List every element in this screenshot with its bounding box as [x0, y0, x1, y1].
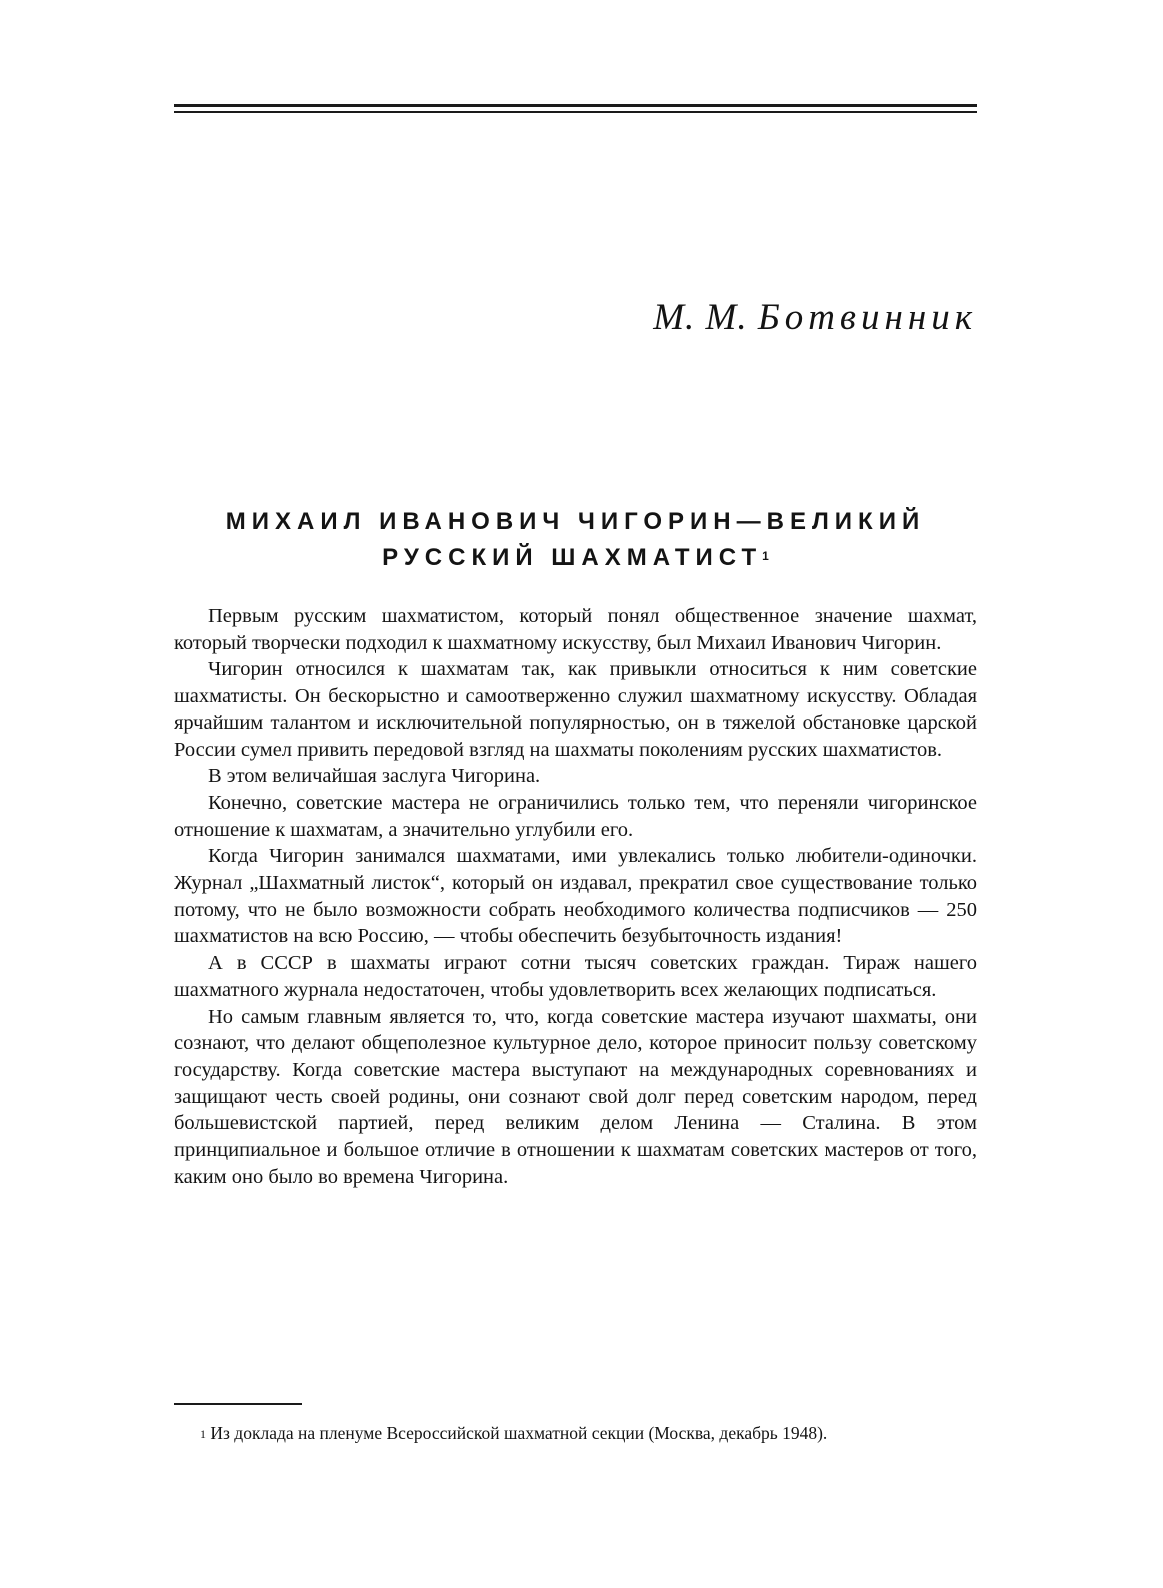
author-initials: М. М.: [653, 297, 748, 338]
paragraph: В этом величайшая заслуга Чигорина.: [208, 765, 541, 788]
footnote: [174, 1421, 977, 1445]
header-rule-thin: [174, 111, 977, 113]
title-footnote-mark: 1: [762, 549, 769, 563]
header-rule-thick: [174, 104, 977, 107]
paragraph: Но самым главным является то, что, когда советские мастера изучают шахматы, они сознают, что делают общеполезное культурное дело, которое приносит пользу советскому государству. Когда советские мастера выступают на международных соревнованиях и защищают честь своей родины, они сознают свой долг перед советским народом, перед большевистской партией, перед великим делом Ленина — Сталина. В этом принципиальное и большое отличие в отношении к шахматам советских мастеров от того, каким оно было во времена Чигорина.: [174, 1005, 977, 1188]
author-surname: Ботвинник: [757, 297, 977, 338]
article-body: [174, 603, 977, 1190]
paragraph: Чигорин относился к шахматам так, как привыкли относиться к ним советские шахматисты. Он бескорыстно и самоотверженно служил шахматному искусству. Обладая ярчайшим талантом и исключительной популярностью, он в тяжелой обстановке царской России сумел привить передовой взгляд на шахматы поколениям русских шахматистов.: [174, 658, 977, 761]
paragraph: А в СССР в шахматы играют сотни тысяч советских граждан. Тираж нашего шахматного журнала недостаточен, чтобы удовлетворить всех желающих подписаться.: [174, 952, 977, 1001]
paragraph: Конечно, советские мастера не ограничились только тем, что переняли чигоринское отношение к шахматам, а значительно углубили его.: [174, 791, 977, 841]
footnote-separator: [174, 1403, 302, 1405]
paragraph: Когда Чигорин занимался шахматами, ими увлекались только любители-одиночки. Журнал „Шахматный листок“, который он издавал, прекратил свое существование только потому, что не было возможности собрать необходимого количества подписчиков — 250 шахматистов на всю Россию, — чтобы обеспечить безубыточность издания!: [174, 845, 977, 948]
article-title: [174, 504, 977, 576]
footnote-text: Из доклада на пленуме Всероссийской шахматной секции (Москва, декабрь 1948).: [210, 1423, 828, 1443]
paragraph: Первым русским шахматистом, который понял общественное значение шахмат, который творчески подходил к шахматному искусству, был Михаил Иванович Чигорин.: [174, 605, 977, 654]
footnote-mark: 1: [200, 1427, 206, 1441]
author-name: [653, 296, 977, 339]
title-line-1: МИХАИЛ ИВАНОВИЧ ЧИГОРИН—ВЕЛИКИЙ: [225, 508, 926, 535]
title-line-2: РУССКИЙ ШАХМАТИСТ: [382, 544, 763, 571]
